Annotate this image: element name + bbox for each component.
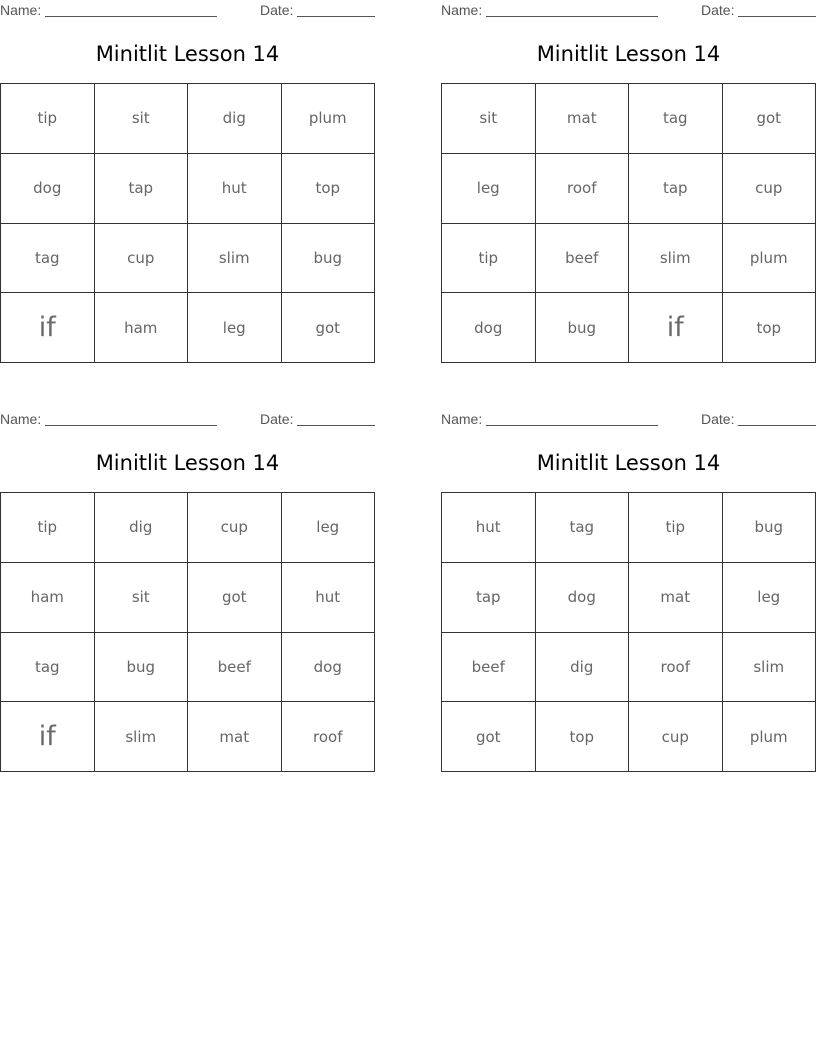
grid-cell[interactable]: roof: [629, 633, 723, 703]
grid-cell[interactable]: roof: [536, 154, 630, 224]
grid-cell[interactable]: tip: [1, 493, 95, 563]
word-grid: [0, 83, 375, 363]
bingo-card: [441, 0, 816, 380]
name-field[interactable]: [45, 16, 217, 17]
grid-cell[interactable]: tip: [629, 493, 723, 563]
grid-cell[interactable]: bug: [282, 224, 376, 294]
grid-cell[interactable]: beef: [536, 224, 630, 294]
grid-cell[interactable]: top: [282, 154, 376, 224]
grid-cell[interactable]: dog: [1, 154, 95, 224]
grid-cell[interactable]: tap: [95, 154, 189, 224]
grid-cell[interactable]: cup: [629, 702, 723, 772]
grid-cell[interactable]: top: [536, 702, 630, 772]
grid-cell[interactable]: hut: [282, 563, 376, 633]
grid-cell[interactable]: slim: [188, 224, 282, 294]
name-label: Name:: [0, 2, 42, 18]
grid-cell[interactable]: plum: [282, 84, 376, 154]
grid-cell[interactable]: slim: [723, 633, 816, 703]
grid-cell[interactable]: leg: [442, 154, 536, 224]
card-title: Minitlit Lesson 14: [95, 42, 280, 66]
grid-cell[interactable]: got: [442, 702, 536, 772]
grid-cell[interactable]: got: [188, 563, 282, 633]
grid-cell[interactable]: dig: [536, 633, 630, 703]
grid-cell[interactable]: hut: [442, 493, 536, 563]
date-label: Date:: [260, 2, 294, 18]
grid-cell[interactable]: if: [1, 293, 95, 363]
grid-cell[interactable]: hut: [188, 154, 282, 224]
grid-cell[interactable]: top: [723, 293, 816, 363]
card-header: [0, 411, 375, 429]
card-title: Minitlit Lesson 14: [536, 42, 721, 66]
grid-cell[interactable]: dog: [442, 293, 536, 363]
grid-cell[interactable]: cup: [723, 154, 816, 224]
grid-cell[interactable]: got: [723, 84, 816, 154]
card-header: [441, 411, 816, 429]
date-label: Date:: [701, 2, 735, 18]
grid-cell[interactable]: if: [1, 702, 95, 772]
grid-cell[interactable]: cup: [95, 224, 189, 294]
name-field[interactable]: [486, 425, 658, 426]
word-grid: [0, 492, 375, 772]
grid-cell[interactable]: tip: [442, 224, 536, 294]
card-header: [0, 2, 375, 20]
grid-cell[interactable]: tag: [1, 224, 95, 294]
grid-cell[interactable]: tag: [1, 633, 95, 703]
grid-cell[interactable]: tag: [536, 493, 630, 563]
name-label: Name:: [441, 411, 483, 427]
date-field[interactable]: [738, 425, 816, 426]
grid-cell[interactable]: dog: [282, 633, 376, 703]
name-label: Name:: [441, 2, 483, 18]
grid-cell[interactable]: plum: [723, 702, 816, 772]
date-label: Date:: [260, 411, 294, 427]
grid-cell[interactable]: sit: [95, 563, 189, 633]
grid-cell[interactable]: ham: [1, 563, 95, 633]
grid-cell[interactable]: beef: [188, 633, 282, 703]
grid-cell[interactable]: plum: [723, 224, 816, 294]
grid-cell[interactable]: slim: [629, 224, 723, 294]
grid-cell[interactable]: tag: [629, 84, 723, 154]
name-field[interactable]: [45, 425, 217, 426]
card-title: Minitlit Lesson 14: [536, 451, 721, 475]
bingo-card: [0, 0, 375, 380]
bingo-card: [0, 409, 375, 789]
grid-cell[interactable]: tip: [1, 84, 95, 154]
grid-cell[interactable]: ham: [95, 293, 189, 363]
grid-cell[interactable]: bug: [95, 633, 189, 703]
date-field[interactable]: [297, 425, 375, 426]
grid-cell[interactable]: mat: [629, 563, 723, 633]
name-field[interactable]: [486, 16, 658, 17]
word-grid: [441, 492, 816, 772]
grid-cell[interactable]: leg: [282, 493, 376, 563]
grid-cell[interactable]: bug: [536, 293, 630, 363]
grid-cell[interactable]: got: [282, 293, 376, 363]
grid-cell[interactable]: tap: [629, 154, 723, 224]
date-field[interactable]: [738, 16, 816, 17]
grid-cell[interactable]: roof: [282, 702, 376, 772]
grid-cell[interactable]: cup: [188, 493, 282, 563]
grid-cell[interactable]: mat: [536, 84, 630, 154]
grid-cell[interactable]: if: [629, 293, 723, 363]
bingo-card: [441, 409, 816, 789]
grid-cell[interactable]: mat: [188, 702, 282, 772]
grid-cell[interactable]: sit: [95, 84, 189, 154]
grid-cell[interactable]: sit: [442, 84, 536, 154]
grid-cell[interactable]: dog: [536, 563, 630, 633]
grid-cell[interactable]: tap: [442, 563, 536, 633]
grid-cell[interactable]: dig: [188, 84, 282, 154]
name-label: Name:: [0, 411, 42, 427]
word-grid: [441, 83, 816, 363]
grid-cell[interactable]: bug: [723, 493, 816, 563]
grid-cell[interactable]: leg: [723, 563, 816, 633]
grid-cell[interactable]: beef: [442, 633, 536, 703]
card-title: Minitlit Lesson 14: [95, 451, 280, 475]
card-header: [441, 2, 816, 20]
grid-cell[interactable]: slim: [95, 702, 189, 772]
date-field[interactable]: [297, 16, 375, 17]
grid-cell[interactable]: leg: [188, 293, 282, 363]
grid-cell[interactable]: dig: [95, 493, 189, 563]
date-label: Date:: [701, 411, 735, 427]
